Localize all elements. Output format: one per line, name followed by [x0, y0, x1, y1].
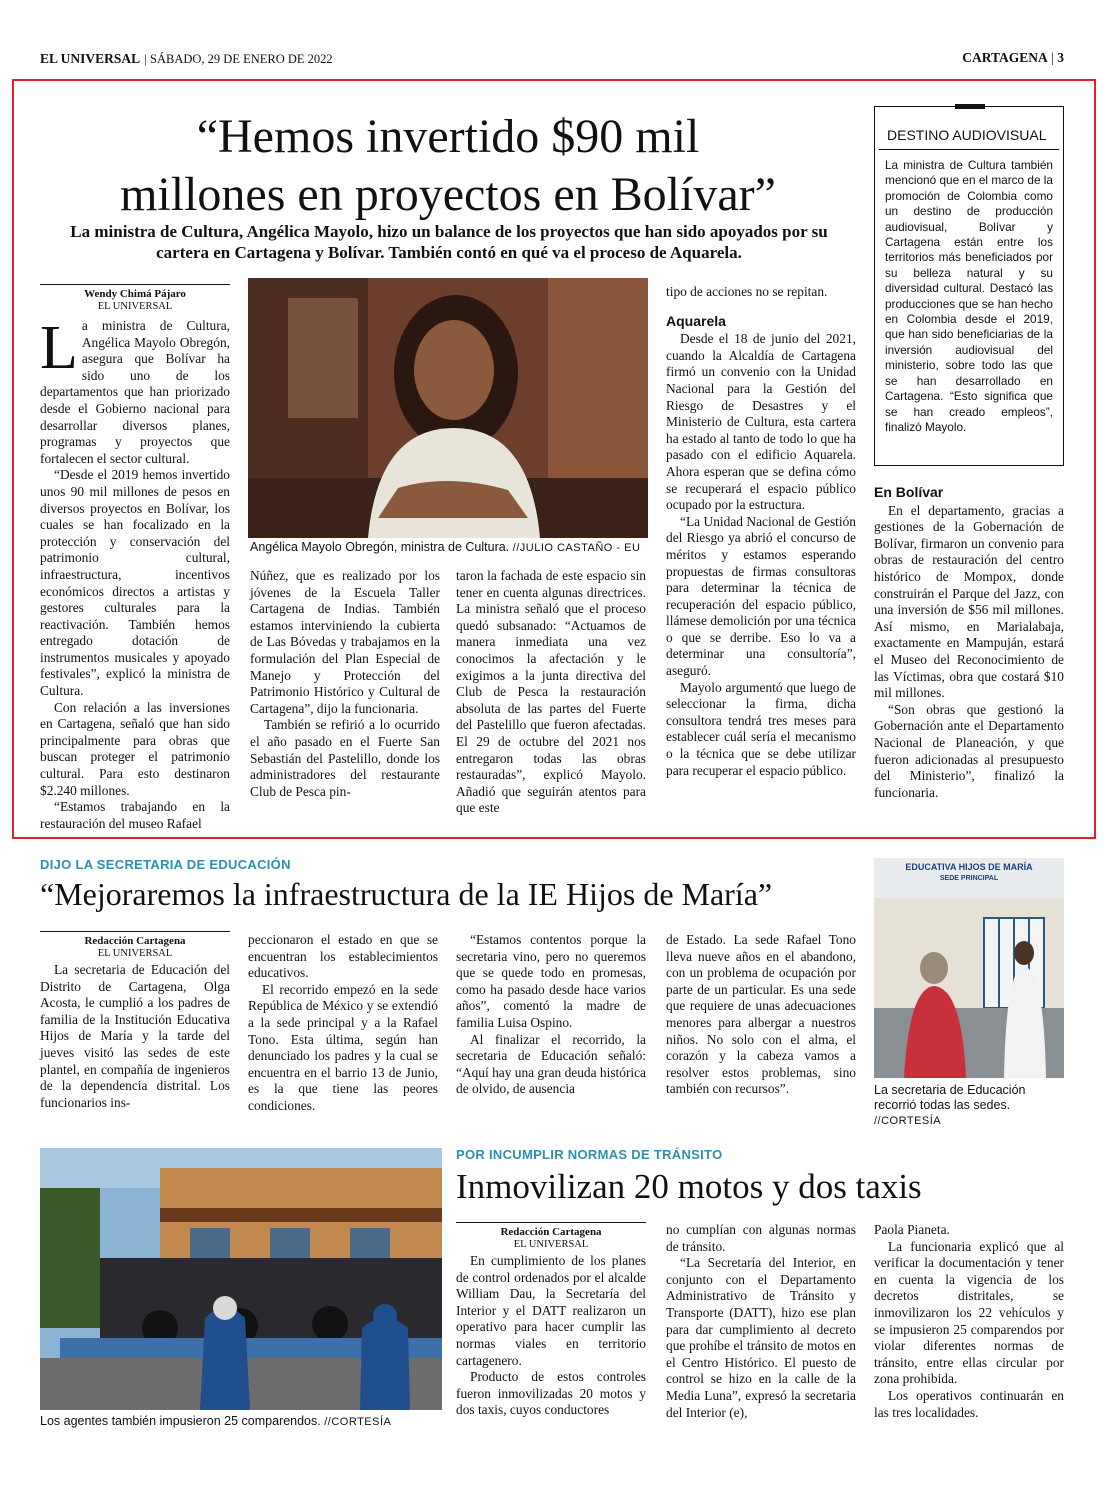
main-col3-p1: taron la fachada de este espacio sin tener en cuenta algunas directrices. La ministra señaló que el proceso quedó subsanado: “Actuamos de manera inmediata una vez conocimos la afectación y le exigimos a la junta directiva del Club de Pesca la restauración absoluta de las partes del Fuerte del Pastelillo que fueron afectadas. El 29 de octubre del 2021 nos entregaron todas las obras restauradas”, explicó Mayolo. Añadió que seguirán atentos para que este — [456, 568, 646, 816]
story2-column-4 — [666, 932, 856, 1098]
main-col1-p1: a ministra de Cultura, Angélica Mayolo Obregón, asegura que Bolívar ha sido uno de los departamentos que han priorizado desde el Gobierno nacional para desarrollar diversos planes, programas y proyectos que fortalecen el sector cultural. — [40, 318, 230, 466]
story3-caption-credit: //CORTESÍA — [324, 1416, 392, 1428]
story2-caption-text: La secretaria de Educación recorrió todas las sedes. — [874, 1083, 1026, 1112]
main-col1-p4: “Estamos trabajando en la restauración del museo Rafael — [40, 799, 230, 831]
byline-org: EL UNIVERSAL — [97, 301, 173, 312]
story3-column-2 — [666, 1222, 856, 1421]
story2-caption-credit: //CORTESÍA — [874, 1115, 942, 1127]
main-col2-p2: También se refirió a lo ocurrido el año pasado en el Fuerte San Sebastián del Pastelillo, donde los administradores del restaurante Club de Pesca pin- — [250, 717, 440, 799]
story2-col2-p2: El recorrido empezó en la sede República de México y se extendió a la sede principal y a la Rafael Tono. Esta última, según han denunciado los padres y la cual se encuentra en el barrio 13 de Junio, es la que tiene las peores condiciones. — [248, 981, 438, 1113]
main-col4-p2: “La Unidad Nacional de Gestión del Riesgo ya abrió el concurso de méritos y estamos esperando propuestas de firmas consultoras para determinar la técnica de recuperación del espacio público, llámese demolición por una técnica o que se derribe. Eso lo va a determinar una consultoría”, aseguró. — [666, 513, 856, 679]
story2-col3-p2: Al finalizar el recorrido, la secretaria de Educación señaló: “Aquí hay una gran deuda histórica de olvido, de ausencia — [456, 1031, 647, 1097]
drop-cap: L — [40, 314, 78, 382]
main-headline — [30, 108, 866, 224]
story2-column-2 — [248, 932, 438, 1115]
story3-byline — [456, 1222, 646, 1251]
main-headline-line2: millones en proyectos en Bolívar” — [120, 168, 776, 221]
story2-col4: de Estado. La sede Rafael Tono lleva nueve años en el abandono, con un problema de ocupación por parte de un particular. Es una sede que requiere de unas adecuaciones menores para albergar a nuestros niños. No solo con el alma, el corazón y la cabeza vamos a resolver estos problemas, sino también con recursos”. — [666, 932, 856, 1097]
main-headline-line1: “Hemos invertido $90 mil — [196, 110, 700, 163]
masthead-name: EL UNIVERSAL — [40, 51, 141, 66]
story3-caption-text: Los agentes también impusieron 25 comparendos. — [40, 1414, 321, 1428]
story3-col1-p2: Producto de estos controles fueron inmovilizadas 20 motos y dos taxis, cuyos conductores — [456, 1369, 646, 1418]
story3-byline-org: EL UNIVERSAL — [513, 1239, 589, 1250]
school-sign-line2: SEDE PRINCIPAL — [939, 875, 999, 882]
story2-column-3 — [456, 932, 646, 1098]
page-header — [40, 50, 1064, 70]
main-col1-p3: Con relación a las inversiones en Cartagena, señaló que han sido principalmente para obras que buscan proteger el patrimonio cultural. Para esto destinaron $2.240 millones. — [40, 699, 230, 798]
story3-column-3 — [874, 1222, 1064, 1421]
aquarela-subhead: Aquarela — [666, 312, 726, 329]
main-col4-p1: Desde el 18 de junio del 2021, cuando la Alcaldía de Cartagena firmó un convenio con la Unidad Nacional para la Gestión del Riesgo de Desastres y el Ministerio de Cultura, esta cartera ha estado al tanto de todo lo que ha pasado con el edificio Aquarela. Ahora esperan que se defina cómo se recuperará el espacio público ocupado por la estructura. — [666, 331, 856, 513]
story3-col3-p1: Paola Pianeta. — [874, 1222, 950, 1237]
story3-byline-author: Redacción Cartagena — [500, 1226, 602, 1238]
story2-byline-author: Redacción Cartagena — [84, 935, 186, 947]
bolivar-subhead: En Bolívar — [874, 484, 944, 500]
minister-portrait-illustration — [248, 278, 648, 538]
main-column-2 — [250, 568, 440, 800]
main-col5-p2: “Son obras que gestionó la Gobernación ante el Departamento Nacional de Planeación, y que fueron adicionadas al presupuesto del Ministerio”, finalizó la funcionaria. — [874, 701, 1064, 800]
main-col2-p1: Núñez, que es realizado por los jóvenes de la Escuela Taller Cartagena de Indias. También estamos interviniendo la cubierta de Las Bóvedas y trabajamos en la formulación del Plan Especial de Manejo y Protección del Patrimonio Histórico y Cultural de Cartagena”, dijo la funcionaria. — [250, 568, 440, 716]
school-visit-illustration — [874, 858, 1064, 1078]
story3-col2-p1: no cumplían con algunas normas de tránsito. — [666, 1222, 856, 1254]
main-col1-p2: “Desde el 2019 hemos invertido unos 90 mil millones de pesos en diversos proyectos en Bolívar, los cuales se han focalizado en la protección y conservación del patrimonio cultural, infraestructura, incentivos económicos directos a artistas y gestores culturales para la reactivación. También hemos entregado dotación de instrumentos musicales y apoyado festivales”, explicó la ministra de Cultura. — [40, 467, 230, 699]
header-date: SÁBADO, 29 DE ENERO DE 2022 — [150, 52, 333, 66]
story2-column-1 — [40, 962, 230, 1111]
main-column-4 — [666, 284, 856, 779]
story3-photo — [40, 1148, 442, 1410]
story2-col3-p1: “Estamos contentos porque la secretaria vino, pero no queremos que se quede todo en promesas, como ha pasado desde hace varios años”, comentó la madre de familia Luisa Ospino. — [456, 932, 646, 1030]
story3-col3-p3: Los operativos continuarán en las tres localidades. — [874, 1387, 1064, 1420]
header-section-page: CARTAGENA | 3 — [962, 50, 1064, 65]
section-name: CARTAGENA — [962, 50, 1048, 65]
sidebar-top-bar — [955, 104, 985, 109]
main-photo-caption — [250, 540, 650, 556]
main-column-5 — [874, 484, 1064, 801]
main-deck: La ministra de Cultura, Angélica Mayolo, hizo un balance de los proyectos que han sido apoyados por su cartera en Cartagena y Bolívar. También contó en qué va el proceso de Aquarela. — [70, 222, 828, 262]
main-col4-p3: Mayolo argumentó que luego de seleccionar la firma, dicha consultora tendrá tres meses para establecer cuál sería el mecanismo o la técnica que se debe utilizar para recuperar el espacio público. — [666, 679, 856, 778]
story3-column-1 — [456, 1253, 646, 1419]
story2-byline-org: EL UNIVERSAL — [97, 948, 173, 959]
byline-author: Wendy Chimá Pájaro — [84, 288, 186, 300]
sidebar-text: La ministra de Cultura también mencionó que en el marco de la promoción de Colombia como un destino de producción audiovisual, Bolívar y Cartagena están entre los territorios más beneficiados por su belleza natural y su diversidad cultural. Destacó las producciones que se han hecho en Colombia desde el 2019, que han sido beneficiarias de la inversión audiovisual del ministerio, sobre todo las que se han desarrollado en Cartagena. “Esto significa que se han creado empleos”, finalizó Mayolo. — [885, 158, 1053, 434]
school-sign-line1: EDUCATIVA HIJOS DE MARÍA — [905, 862, 1033, 872]
main-column-3 — [456, 568, 646, 817]
story3-photo-caption — [40, 1414, 442, 1430]
story2-byline — [40, 931, 230, 960]
story3-col2-p2: “La Secretaría del Interior, en conjunto con el Departamento Administrativo de Tránsito y Transporte (DATT), hizo ese plan para dar cumplimiento al decreto que prohíbe el tránsito de motos en el Centro Histórico. El puesto de control se hizo en la calle de la Media Luna”, expresó la secretaria del Interior (e), — [666, 1255, 856, 1420]
story3-headline: Inmovilizan 20 motos y dos taxis — [456, 1167, 922, 1206]
main-byline — [40, 284, 230, 313]
story3-col1-p1: En cumplimiento de los planes de control ordenados por el alcalde William Dau, la Secretaría del Interior y el DATT realizaron un operativo para hacer cumplir las normas viales en territorio cartagenero. — [456, 1253, 646, 1368]
main-col4-p0: tipo de acciones no se repitan. — [666, 284, 828, 299]
motorcycle-seizure-illustration — [40, 1148, 442, 1410]
header-separator: | — [144, 51, 151, 66]
main-caption-text: Angélica Mayolo Obregón, ministra de Cultura. — [250, 540, 510, 554]
story2-kicker: DIJO LA SECRETARIA DE EDUCACIÓN — [40, 857, 291, 872]
sidebar-title: DESTINO AUDIOVISUAL — [879, 107, 1059, 150]
story2-photo — [874, 858, 1064, 1078]
school-sign — [874, 862, 1064, 884]
main-photo — [248, 278, 648, 538]
main-col5-p1: En el departamento, gracias a gestiones de la Gobernación de Bolívar, firmaron un convenio para obras de restauración del centro histórico de Mompox, donde construirán el Parque del Jazz, con una inversión de $56 mil millones. Así mismo, en Marialabaja, exactamente en Mampuján, estará el Museo del Reconocimiento de las Víctimas, obra que costará $10 mil millones. — [874, 502, 1064, 701]
page-number: 3 — [1057, 50, 1064, 65]
story2-col1: La secretaria de Educación del Distrito de Cartagena, Olga Acosta, le cumplió a los padres de familia de la Institución Educativa Hijos de María y la tarde del jueves visitó las sedes de este plantel, en compañía de ingenieros de la dependencia distrital. Los funcionarios ins- — [40, 962, 230, 1110]
story2-headline: “Mejoraremos la infraestructura de la IE Hijos de María” — [40, 876, 773, 912]
story3-kicker: POR INCUMPLIR NORMAS DE TRÁNSITO — [456, 1147, 723, 1162]
story3-col3-p2: La funcionaria explicó que al verificar la documentación y tener en cuenta la vigencia de los decretos distritales, se inmovilizaron los 22 vehículos y se impusieron 25 comparendos por violar diferentes normas de tránsito, entre ellas circular por zona prohibida. — [874, 1238, 1064, 1387]
sidebar-box — [874, 106, 1064, 466]
main-caption-credit: //JULIO CASTAÑO - EU — [512, 542, 641, 554]
main-column-1 — [40, 314, 230, 832]
story2-photo-caption — [874, 1083, 1064, 1129]
story2-col2-p1: peccionaron el estado en que se encuentran los establecimientos educativos. — [248, 932, 438, 981]
